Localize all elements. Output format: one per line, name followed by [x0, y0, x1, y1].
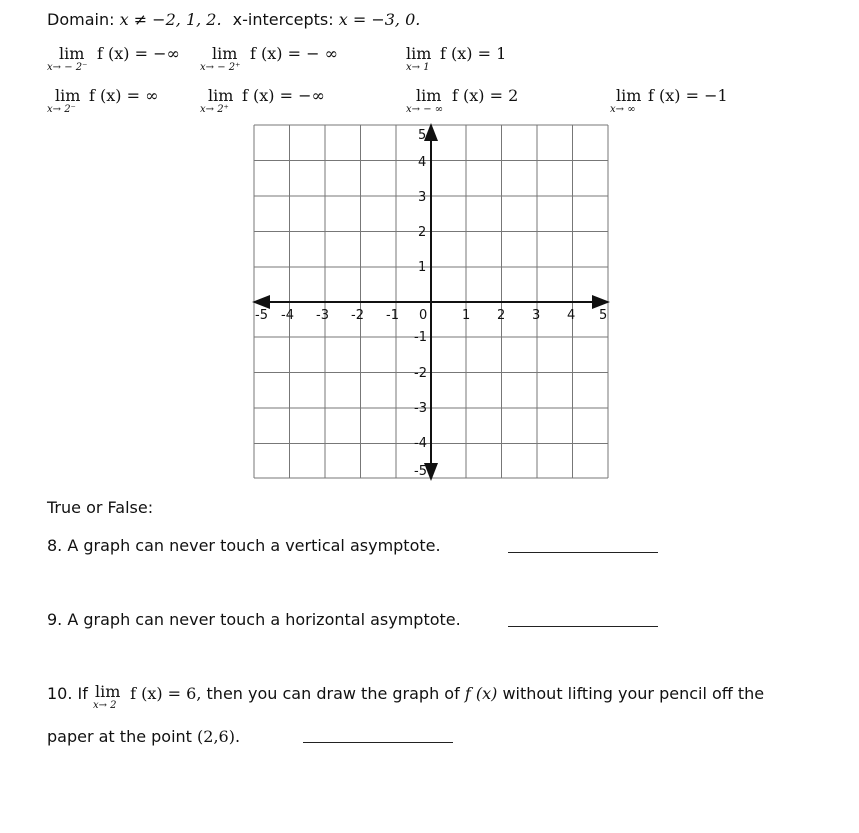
limit-2-lim: lim [212, 44, 238, 63]
y-tick-label: 3 [418, 190, 427, 205]
limit-1-expr: f (x) = −∞ [97, 44, 180, 63]
q10-fx: f (x) [464, 684, 498, 703]
limit-3-sub: x→ 1 [406, 62, 430, 73]
intercepts-math: x = −3, 0. [338, 10, 421, 29]
question-10-line1 [47, 683, 847, 713]
limit-4-sub: x→ 2⁻ [47, 104, 76, 115]
x-tick-label: -5 [255, 308, 268, 323]
q10-lim: lim [94, 682, 121, 701]
q10-point: (2,6). [197, 727, 241, 746]
x-tick-label: -4 [281, 308, 294, 323]
limit-6-sub: x→ − ∞ [406, 104, 444, 115]
y-tick-label: -4 [414, 436, 427, 451]
q10-prefix: 10. If [47, 684, 88, 703]
y-tick-label: 4 [418, 155, 427, 170]
limit-3-lim: lim [406, 44, 432, 63]
y-tick-label: -5 [414, 464, 427, 479]
y-tick-label: -1 [414, 330, 427, 345]
x-tick-label: 4 [567, 308, 576, 323]
x-tick-label: 0 [419, 308, 428, 323]
q10-expr: f (x) = 6, [130, 684, 202, 703]
q10-limit [92, 682, 125, 711]
intercepts-label: x-intercepts: [232, 10, 334, 29]
limit-7-sub: x→ ∞ [610, 104, 636, 115]
domain-math: x ≠ −2, 1, 2. [119, 10, 222, 29]
limit-1-sub: x→ − 2⁻ [47, 62, 88, 73]
x-tick-label: -1 [386, 308, 399, 323]
limit-4-lim: lim [55, 86, 81, 105]
y-tick-label: -3 [414, 401, 427, 416]
answer-blank-8[interactable] [508, 552, 658, 553]
limit-3-expr: f (x) = 1 [440, 44, 507, 63]
x-axis-left-arrow [252, 295, 270, 309]
x-tick-label: 1 [462, 308, 471, 323]
x-axis-right-arrow [592, 295, 610, 309]
y-tick-label: 1 [418, 260, 427, 275]
q10-sub: x→ 2 [92, 700, 117, 711]
limit-7-lim: lim [616, 86, 642, 105]
x-tick-label: 2 [497, 308, 506, 323]
x-tick-label: -3 [316, 308, 329, 323]
q10-suffix: without lifting your pencil off the [502, 684, 765, 703]
domain-label: Domain: [47, 10, 115, 29]
y-tick-label: 2 [418, 225, 427, 240]
q10-mid: then you can draw the graph of [206, 684, 460, 703]
limit-1-lim: lim [59, 44, 85, 63]
limit-5-expr: f (x) = −∞ [242, 86, 325, 105]
question-10-line2 [47, 727, 240, 746]
answer-blank-10[interactable] [303, 742, 453, 743]
limit-6-expr: f (x) = 2 [452, 86, 519, 105]
question-9: 9. A graph can never touch a horizontal asymptote. [47, 610, 461, 629]
x-tick-label: 5 [599, 308, 608, 323]
q10-line2-text: paper at the point [47, 727, 192, 746]
true-false-heading: True or False: [47, 498, 154, 517]
x-tick-label: 3 [532, 308, 541, 323]
limit-2-sub: x→ − 2⁺ [200, 62, 241, 73]
y-tick-label: 5 [418, 128, 427, 143]
question-8: 8. A graph can never touch a vertical asymptote. [47, 536, 441, 555]
limit-4-expr: f (x) = ∞ [89, 86, 159, 105]
answer-blank-9[interactable] [508, 626, 658, 627]
limit-6-lim: lim [416, 86, 442, 105]
limit-2-expr: f (x) = − ∞ [250, 44, 338, 63]
limit-5-sub: x→ 2⁺ [200, 104, 229, 115]
x-tick-label: -2 [351, 308, 364, 323]
limit-7-expr: f (x) = −1 [648, 86, 728, 105]
limit-5-lim: lim [208, 86, 234, 105]
y-tick-label: -2 [414, 366, 427, 381]
